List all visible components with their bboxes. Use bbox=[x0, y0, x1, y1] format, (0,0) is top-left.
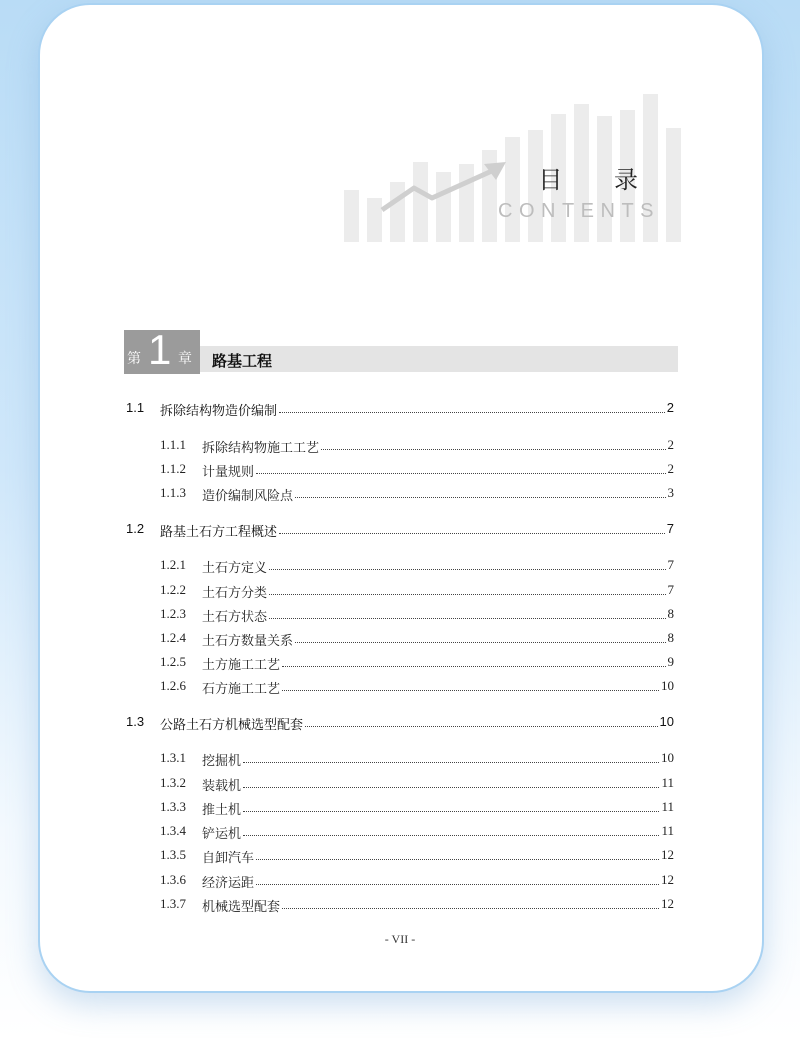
toc-leader-dots bbox=[243, 828, 659, 836]
toc-entry-page: 9 bbox=[667, 654, 674, 669]
toc-entry-number: 1.2.6 bbox=[160, 678, 186, 693]
toc-entry-number: 1.2.5 bbox=[160, 654, 186, 669]
toc-entry-number: 1.2.1 bbox=[160, 557, 186, 572]
toc-entry[interactable] bbox=[0, 799, 800, 817]
toc-entry[interactable] bbox=[0, 872, 800, 890]
toc-entry-title: 土石方分类 bbox=[202, 586, 268, 601]
toc-entry-title: 公路土石方机械选型配套 bbox=[160, 718, 304, 733]
toc-entry-page: 2 bbox=[666, 400, 674, 415]
toc-entry-number: 1.2.2 bbox=[160, 582, 186, 597]
toc-entry[interactable] bbox=[0, 678, 800, 696]
toc-entry-page: 3 bbox=[667, 485, 674, 500]
toc-entry-number: 1.3.6 bbox=[160, 872, 186, 887]
toc-leader-dots bbox=[256, 466, 666, 474]
toc-leader-dots bbox=[256, 877, 659, 885]
toc-entry-title: 路基土石方工程概述 bbox=[160, 525, 278, 540]
toc-entry-title: 拆除结构物施工工艺 bbox=[202, 441, 320, 456]
chapter-header bbox=[124, 326, 678, 374]
toc-entry-page: 11 bbox=[661, 775, 674, 790]
page-number: - VII - bbox=[384, 932, 416, 946]
toc-entry[interactable] bbox=[0, 557, 800, 575]
toc-entry[interactable] bbox=[0, 485, 800, 503]
toc-entry-page: 10 bbox=[661, 750, 674, 765]
toc-entry-title: 计量规则 bbox=[202, 465, 255, 480]
toc-leader-dots bbox=[279, 526, 665, 534]
toc-entry-number: 1.2.4 bbox=[160, 630, 186, 645]
toc-entry[interactable] bbox=[0, 775, 800, 793]
toc-entry[interactable] bbox=[0, 750, 800, 768]
toc-entry-title: 土石方数量关系 bbox=[202, 634, 294, 649]
chapter-prefix: 第 bbox=[127, 350, 141, 366]
toc-entry[interactable] bbox=[0, 823, 800, 841]
toc-entry-title: 装载机 bbox=[202, 779, 242, 794]
toc-entry[interactable] bbox=[0, 521, 800, 539]
toc-entry-number: 1.1.1 bbox=[160, 437, 186, 452]
toc-entry-title: 推土机 bbox=[202, 803, 242, 818]
toc-leader-dots bbox=[321, 442, 666, 450]
toc-entry[interactable] bbox=[0, 714, 800, 732]
toc-leader-dots bbox=[282, 901, 659, 909]
toc-entry-title: 土石方状态 bbox=[202, 610, 268, 625]
toc-entry-page: 7 bbox=[667, 557, 674, 572]
toc-leader-dots bbox=[269, 611, 666, 619]
toc-entry-number: 1.3.5 bbox=[160, 847, 186, 862]
toc-entry-page: 11 bbox=[661, 799, 674, 814]
toc-leader-dots bbox=[243, 780, 659, 788]
toc-entry[interactable] bbox=[0, 606, 800, 624]
toc-entry-page: 10 bbox=[659, 714, 674, 729]
toc-leader-dots bbox=[282, 683, 659, 691]
toc-entry[interactable] bbox=[0, 461, 800, 479]
toc-entry-title: 土石方定义 bbox=[202, 561, 268, 576]
toc-entry-title: 造价编制风险点 bbox=[202, 489, 294, 504]
toc-entry[interactable] bbox=[0, 847, 800, 865]
toc-entry[interactable] bbox=[0, 654, 800, 672]
toc-entry-page: 10 bbox=[661, 678, 674, 693]
toc-entry-page: 8 bbox=[667, 606, 674, 621]
chapter-title: 路基工程 bbox=[212, 352, 273, 370]
toc-entry-number: 1.1.2 bbox=[160, 461, 186, 476]
toc-leader-dots bbox=[269, 587, 666, 595]
toc-leader-dots bbox=[269, 562, 666, 570]
toc-entry-number: 1.3.2 bbox=[160, 775, 186, 790]
toc-entry-number: 1.1 bbox=[126, 400, 145, 415]
toc-entry-number: 1.3.7 bbox=[160, 896, 186, 911]
toc-leader-dots bbox=[243, 804, 659, 812]
chapter-number: 1 bbox=[148, 326, 172, 373]
toc-entry-number: 1.3.1 bbox=[160, 750, 186, 765]
toc-leader-dots bbox=[295, 635, 666, 643]
toc-leader-dots bbox=[295, 490, 666, 498]
toc-entry-number: 1.3.3 bbox=[160, 799, 186, 814]
toc-entry-title: 挖掘机 bbox=[202, 754, 242, 769]
toc-entry-title: 土方施工工艺 bbox=[202, 658, 281, 673]
toc-entry[interactable] bbox=[0, 400, 800, 418]
toc-entry-page: 11 bbox=[661, 823, 674, 838]
toc-entry-number: 1.1.3 bbox=[160, 485, 186, 500]
toc-entry[interactable] bbox=[0, 582, 800, 600]
toc-leader-dots bbox=[305, 719, 658, 727]
toc-leader-dots bbox=[279, 405, 665, 413]
toc-entry-page: 12 bbox=[661, 847, 674, 862]
toc-entry-title: 石方施工工艺 bbox=[202, 682, 281, 697]
toc-entry-title: 机械选型配套 bbox=[202, 900, 281, 915]
toc-entry[interactable] bbox=[0, 437, 800, 455]
toc-entry-number: 1.2 bbox=[126, 521, 145, 536]
toc-entry-title: 拆除结构物造价编制 bbox=[160, 404, 278, 419]
toc-entry-title: 自卸汽车 bbox=[202, 851, 255, 866]
chapter-suffix: 章 bbox=[178, 350, 192, 366]
contents-title: 目 录 bbox=[538, 166, 660, 194]
toc-entry-page: 8 bbox=[667, 630, 674, 645]
chapter-badge bbox=[124, 326, 200, 374]
toc-entry[interactable] bbox=[0, 896, 800, 914]
toc-entry-title: 铲运机 bbox=[202, 827, 242, 842]
toc-entry-page: 12 bbox=[661, 872, 674, 887]
toc-entry-page: 12 bbox=[661, 896, 674, 911]
toc-entry-page: 2 bbox=[667, 461, 674, 476]
toc-entry-number: 1.3.4 bbox=[160, 823, 186, 838]
toc-entry-page: 7 bbox=[667, 582, 674, 597]
toc-entry-page: 7 bbox=[666, 521, 674, 536]
toc-entry[interactable] bbox=[0, 630, 800, 648]
toc-entry-title: 经济运距 bbox=[202, 876, 255, 891]
toc-leader-dots bbox=[282, 659, 666, 667]
toc-entry-number: 1.2.3 bbox=[160, 606, 186, 621]
contents-subtitle: CONTENTS bbox=[498, 200, 660, 222]
toc-leader-dots bbox=[243, 755, 659, 763]
toc-leader-dots bbox=[256, 852, 659, 860]
toc-entry-page: 2 bbox=[667, 437, 674, 452]
toc-entry-number: 1.3 bbox=[126, 714, 145, 729]
